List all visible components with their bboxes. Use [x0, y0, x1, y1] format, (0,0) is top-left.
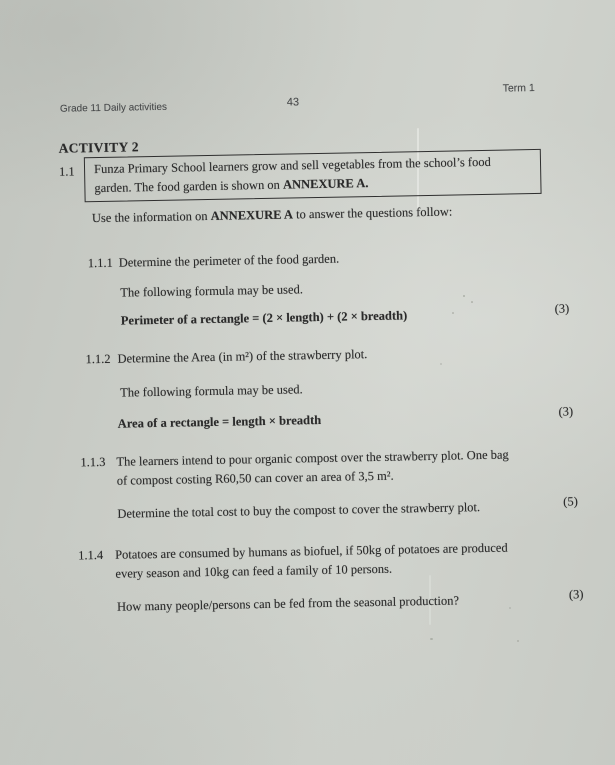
question-text-1-1-2: Determine the Area (in m²) of the strawberry plot.	[117, 347, 368, 366]
header-doc-label: Grade 11 Daily activities	[59, 101, 168, 115]
question-line2-1-1-3: of compost costing R60,50 can cover an area of 3,5 m².	[116, 468, 394, 488]
formula-1-1-2: Area of a rectangle = length × breadth	[117, 412, 322, 431]
question-line1-1-1-3: The learners intend to pour organic compost over the strawberry plot. One bag	[116, 447, 509, 469]
question-line1-1-1-4: Potatoes are consumed by humans as biofuel, if 50kg of potatoes are produced	[114, 540, 508, 562]
question-number-1-1-4: 1.1.4	[78, 548, 104, 563]
question-text-1-1-1: Determine the perimeter of the food garden.	[118, 251, 340, 270]
instruction-annexure: ANNEXURE A	[210, 207, 294, 223]
question-number-1-1-3: 1.1.3	[80, 454, 106, 470]
intro-line-2-text: garden. The food garden is shown on	[94, 177, 284, 196]
page-number: 43	[286, 96, 300, 109]
marks-1-1-2: (3)	[558, 404, 574, 419]
question-number-1-1-2: 1.1.2	[85, 351, 111, 367]
formula-1-1-1: Perimeter of a rectangle = (2 × length) + (2 × breadth)	[120, 308, 408, 328]
header-term-label: Term 1	[502, 82, 535, 95]
marks-1-1-4: (3)	[568, 587, 584, 602]
question-ask-1-1-3: Determine the total cost to buy the compost to cover the strawberry plot.	[117, 500, 481, 521]
instruction-post: to answer the questions follow:	[292, 204, 453, 222]
formula-intro-1-1-2: The following formula may be used.	[120, 382, 303, 400]
question-ask-1-1-4: How many people/persons can be fed from the seasonal production?	[116, 593, 460, 614]
question-number-1-1-1: 1.1.1	[87, 255, 113, 271]
activity-title: ACTIVITY 2	[58, 139, 139, 156]
intro-line-2-annexure: ANNEXURE A.	[282, 176, 369, 192]
formula-intro-1-1-1: The following formula may be used.	[120, 282, 304, 300]
instruction-line	[92, 203, 453, 229]
marks-1-1-3: (5)	[563, 494, 578, 509]
question-intro-box	[84, 149, 542, 202]
intro-line-1: Funza Primary School learners grow and sell vegetables from the school’s food	[93, 154, 491, 177]
marks-1-1-1: (3)	[554, 301, 570, 316]
question-line2-1-1-4: every season and 10kg can feed a family of 10 persons.	[115, 561, 393, 581]
question-number-1-1: 1.1	[58, 164, 75, 179]
instruction-pre: Use the information on	[91, 208, 211, 226]
